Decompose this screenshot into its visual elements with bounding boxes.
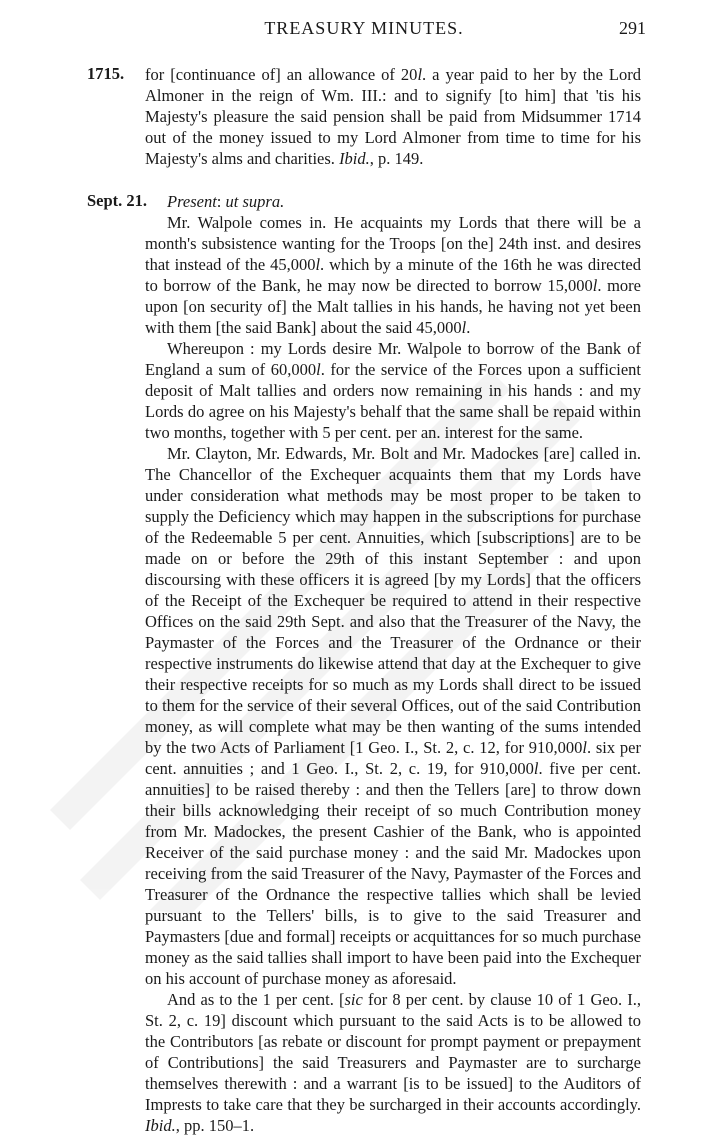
paragraph-walpole: Mr. Walpole comes in. He acquaints my Lords that there will be a month's subsistence wanting for the Troops [on the] 24th inst. and desires that instead of the 45,000l. which by a minute of the 16th he was directed to borrow of the Bank, he may now be directed to borrow 15,000l. more upon [on security of] the Malt tallies in his hands, he having not yet been with them [the said Bank] about the said 45,000l. [145, 213, 641, 337]
paragraph-allowance: for [continuance of] an allowance of 20l. a year paid to her by the Lord Almoner in the reign of Wm. III.: and to signify [to him] that 'tis his Majesty's pleasure the said pension shall be paid from Midsummer 1714 out of the money issued to my Lord Almoner from time to time for his Majesty's alms and charities. Ibid., p. 149. [145, 65, 641, 168]
paragraph-whereupon: Whereupon : my Lords desire Mr. Walpole to borrow of the Bank of England a sum of 60,000l. for the service of the Forces upon a sufficient deposit of Malt tallies and orders now remaining in his hands : and my Lords do agree on his Majesty's behalf that the same shall be repaid within two months, together with 5 per cent. per an. interest for the same. [145, 339, 641, 442]
continued-paragraph [145, 64, 641, 169]
running-title: TREASURY MINUTES. [264, 18, 464, 38]
page-header [0, 18, 728, 48]
margin-date: Sept. 21. [87, 191, 148, 210]
margin-year: 1715. [87, 64, 125, 83]
minute-entry [145, 191, 641, 1136]
paragraph-clayton: Mr. Clayton, Mr. Edwards, Mr. Bolt and Mr. Madockes [are] called in. The Chancellor of the Exchequer acquaints them that my Lords have under consideration what methods may be most proper to be taken to supply the Deficiency which may happen in the subscriptions for purchase of the Redeemable 5 per cent. Annuities, which [subscriptions] are to be made on or before the 29th of this instant September : and upon discoursing with these officers it is agreed [by my Lords] that the officers of the Receipt of the Exchequer be required to attend in their respective Offices on the said 29th Sept. and also that the Treasurer of the Navy, the Paymaster of the Forces and the Treasurer of the Ordnance or their respective instruments do likewise attend that day at the Exchequer to give their respective receipts for so much as my Lords shall direct to be issued to them for the service of their several Offices, out of the said Contribution money, as will complete what may be then wanting of the sums intended by the two Acts of Parliament [1 Geo. I., St. 2, c. 12, for 910,000l. six per cent. annuities ; and 1 Geo. I., St. 2, c. 19, for 910,000l. five per cent. annuities] to be raised thereby : and then the Tellers [are] to throw down their bills acknowledging their receipt of so much Contribution money from Mr. Madockes, the present Cashier of the Bank, who is appointed Receiver of the said purchase money : and the said Mr. Madockes upon receiving from the said Treasurer of the Navy, Paymaster of the Forces and Treasurer of the Ordnance the respective tallies which shall be levied pursuant to the Tellers' bills, is to give to the said Treasurer and Paymasters [due and formal] receipts or acquittances for so much purchase money as the said tallies shall import to have been paid into the Exchequer on his account of purchase money as aforesaid. [145, 444, 641, 988]
present-line: Present: ut supra. [167, 192, 285, 211]
paragraph-and-as-to: And as to the 1 per cent. [sic for 8 per cent. by clause 10 of 1 Geo. I., St. 2, c. 19] discount which pursuant to the said Acts is to be allowed to the Contributors [as rebate or discount for prompt payment or prepayment of Contributions] the said Treasurers and Paymaster are to surcharge themselves therewith : and a warrant [is to be issued] to the Auditors of Imprests to take care that they be surcharged in their accounts accordingly. Ibid., pp. 150–1. [145, 990, 641, 1135]
page-number: 291 [619, 18, 646, 38]
